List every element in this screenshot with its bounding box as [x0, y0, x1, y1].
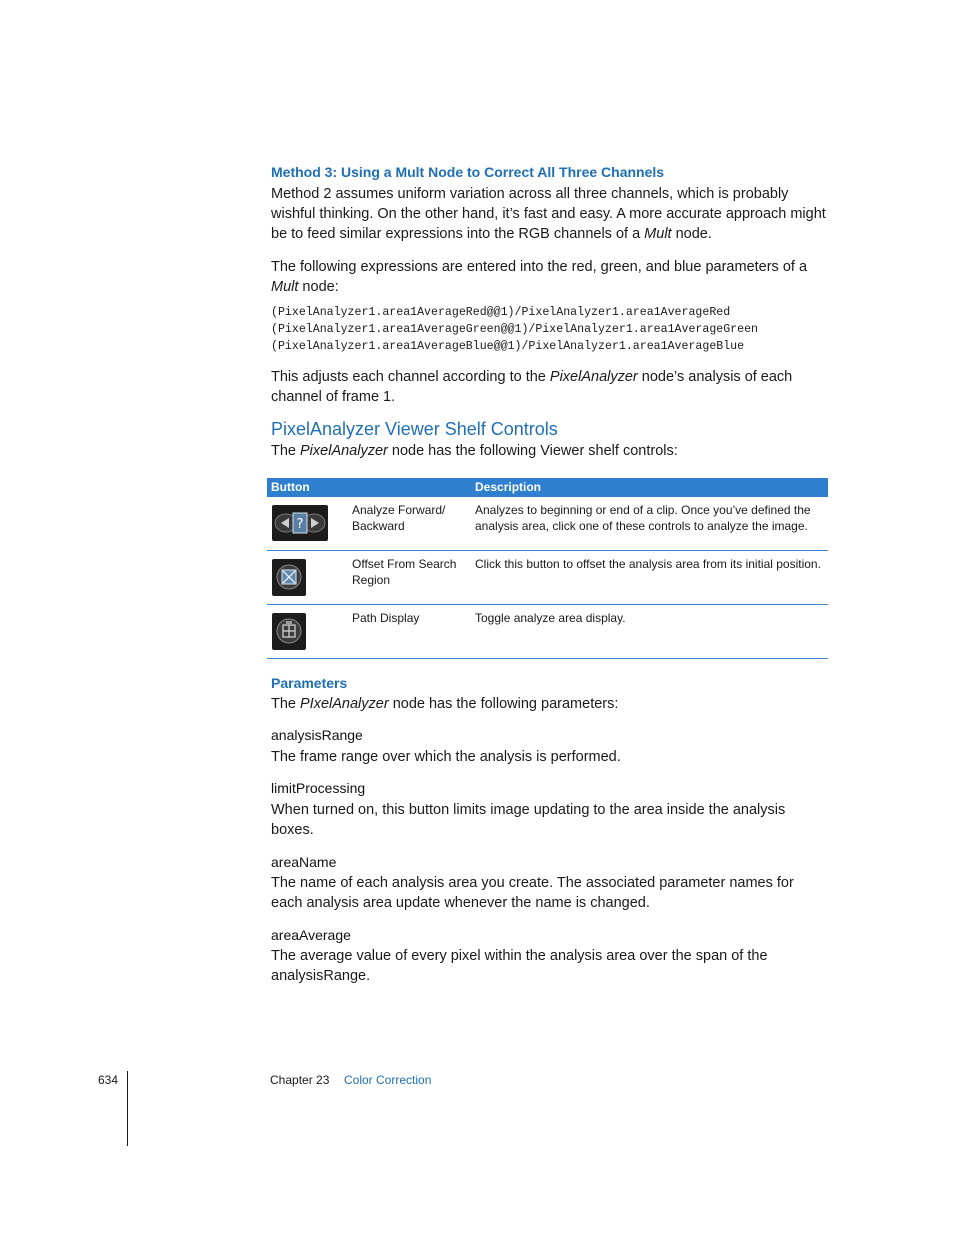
column-header-button: Button	[271, 480, 310, 494]
method3-heading: Method 3: Using a Mult Node to Correct All Three Channels	[271, 164, 665, 180]
offset-icon[interactable]	[272, 559, 306, 600]
method3-paragraph-3: This adjusts each channel according to the PixelAnalyzer node’s analysis of each channel of frame 1.	[271, 369, 793, 405]
expression-code-block	[271, 304, 758, 355]
page-number: 634	[98, 1073, 119, 1087]
expression-green: (PixelAnalyzer1.area1AverageGreen@@1)/PixelAnalyzer1.area1AverageGreen	[271, 323, 759, 336]
table-row	[267, 497, 828, 551]
row-button-name: Offset From Search Region	[352, 557, 457, 587]
path-display-icon[interactable]	[272, 613, 306, 654]
shelf-controls-heading: PixelAnalyzer Viewer Shelf Controls	[271, 419, 558, 439]
table-header	[267, 478, 828, 497]
row-button-name: Analyze Forward/ Backward	[352, 503, 446, 533]
parameter-term: areaAverage	[271, 927, 351, 943]
svg-text:?: ?	[296, 517, 304, 532]
column-header-description: Description	[475, 480, 542, 494]
parameter-description: The frame range over which the analysis is performed.	[271, 749, 621, 765]
parameters-heading: Parameters	[271, 675, 348, 691]
method3-paragraph-1: Method 2 assumes uniform variation across all three channels, which is probably wishful thinking. On the other hand, it’s fast and easy. A more accurate approach might be to feed similar expressions into the RGB channels of a Mult node.	[271, 186, 826, 242]
method3-paragraph-2: The following expressions are entered into the red, green, and blue parameters of a Mult node:	[271, 259, 808, 295]
row-description: Analyzes to beginning or end of a clip. Once you’ve defined the analysis area, click one of these controls to analyze the image.	[475, 503, 811, 533]
shelf-controls-intro: The PixelAnalyzer node has the following Viewer shelf controls:	[271, 443, 678, 459]
parameter-description: The name of each analysis area you create. The associated parameter names for each analysis area update whenever the name is changed.	[271, 875, 794, 911]
parameter-term: areaName	[271, 854, 337, 870]
table-row	[267, 551, 828, 605]
row-button-name: Path Display	[352, 611, 420, 625]
parameter-term: analysisRange	[271, 727, 363, 743]
footer-chapter-title[interactable]: Color Correction	[344, 1073, 432, 1087]
footer-rule	[127, 1071, 128, 1146]
parameters-intro: The PIxelAnalyzer node has the following parameters:	[271, 696, 619, 712]
table-row	[267, 605, 828, 659]
shelf-controls-table	[267, 478, 828, 659]
row-description: Toggle analyze area display.	[475, 611, 626, 625]
footer-chapter: Chapter 23	[270, 1073, 330, 1087]
parameter-description: The average value of every pixel within the analysis area over the span of the analysisRange.	[271, 948, 768, 984]
row-description: Click this button to offset the analysis area from its initial position.	[475, 557, 821, 571]
expression-red: (PixelAnalyzer1.area1AverageRed@@1)/PixelAnalyzer1.area1AverageRed	[271, 306, 731, 319]
parameter-term: limitProcessing	[271, 780, 366, 796]
parameter-description: When turned on, this button limits image updating to the area inside the analysis boxes.	[271, 802, 786, 838]
expression-blue: (PixelAnalyzer1.area1AverageBlue@@1)/PixelAnalyzer1.area1AverageBlue	[271, 340, 745, 353]
analyze-forward-backward-icon[interactable]	[272, 505, 328, 545]
